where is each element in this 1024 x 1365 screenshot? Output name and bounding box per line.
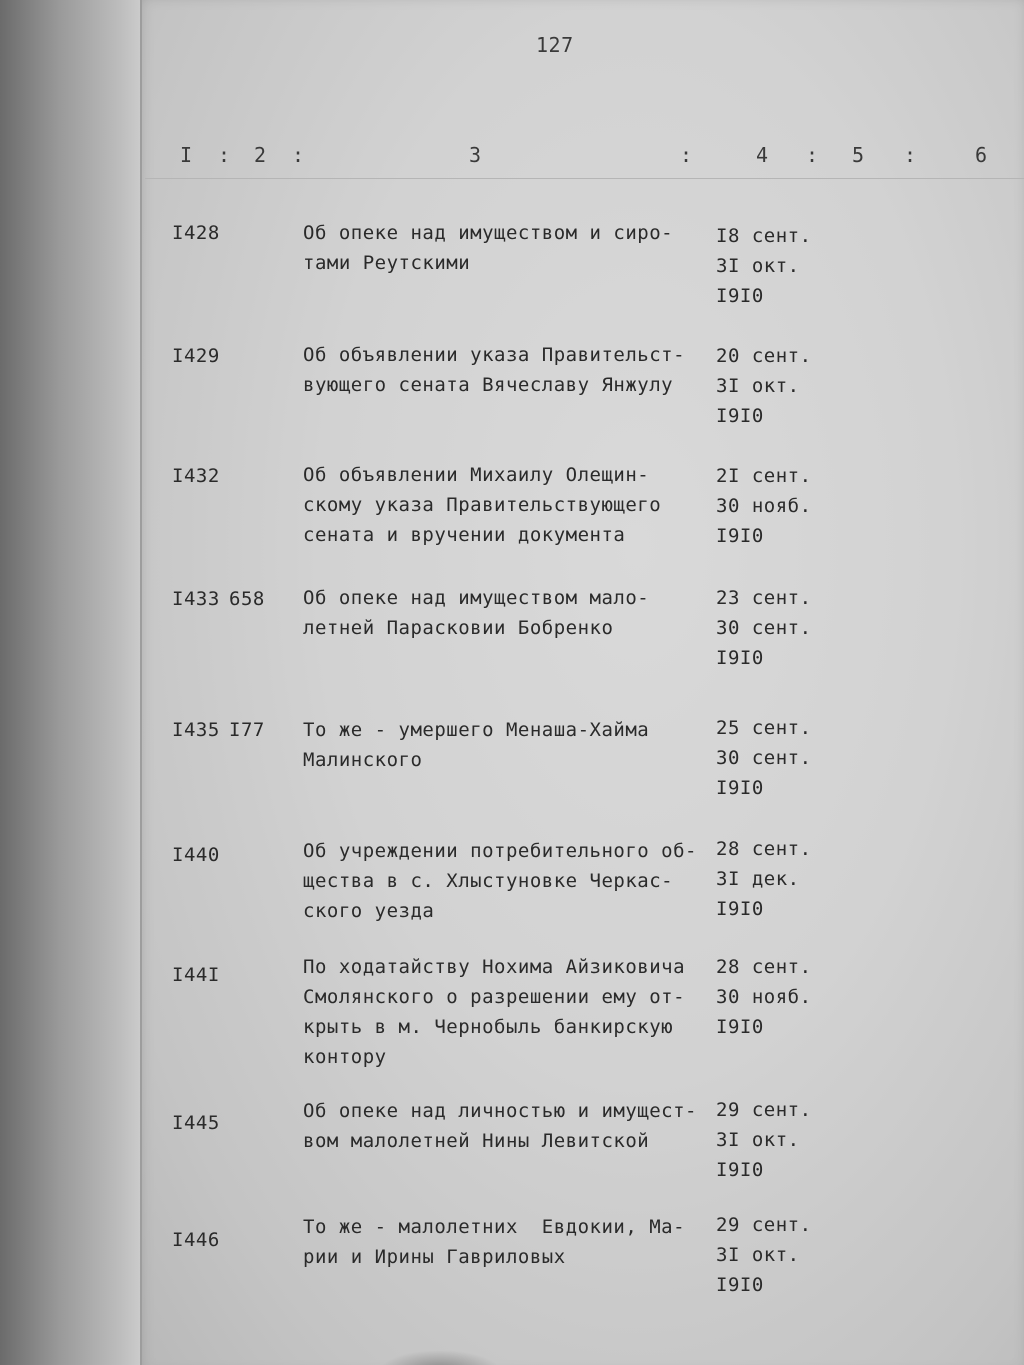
entry-date-end: 3I окт. xyxy=(716,255,800,277)
entry-date-start: 29 сент. xyxy=(716,1099,812,1121)
entry-description-line: скому указа Правительствующего xyxy=(303,494,662,516)
entry-year: I9I0 xyxy=(716,525,764,547)
entry-date-start: I8 сент. xyxy=(716,225,812,247)
entry-description-line: Смолянского о разрешении ему от- xyxy=(303,986,686,1008)
entry-description-line: сената и вручении документа xyxy=(303,524,626,546)
entry-description-line: вом малолетней Нины Левитской xyxy=(303,1130,650,1152)
entry-date-end: 3I окт. xyxy=(716,1129,800,1151)
entry-number: I445 xyxy=(172,1112,220,1134)
entry-date-end: 30 нояб. xyxy=(716,495,812,517)
entry-number: I432 xyxy=(172,465,220,487)
entry-number: I429 xyxy=(172,345,220,367)
entry-year: I9I0 xyxy=(716,777,764,799)
entry-date-end: 3I окт. xyxy=(716,1244,800,1266)
column-separator: : xyxy=(806,143,819,167)
entry-date-start: 29 сент. xyxy=(716,1214,812,1236)
column-separator: : xyxy=(218,143,231,167)
entry-description-line: Об опеке над имуществом мало- xyxy=(303,587,650,609)
entry-year: I9I0 xyxy=(716,647,764,669)
entry-date-start: 20 сент. xyxy=(716,345,812,367)
column-header-2: 2 xyxy=(254,143,267,167)
column-header-5: 5 xyxy=(852,143,865,167)
entry-date-end: 3I дек. xyxy=(716,868,800,890)
entry-number: I446 xyxy=(172,1229,220,1251)
entry-year: I9I0 xyxy=(716,898,764,920)
entry-number: I428 xyxy=(172,222,220,244)
entry-date-end: 30 нояб. xyxy=(716,986,812,1008)
page-sheet xyxy=(140,0,1024,1365)
entry-second-number: 658 xyxy=(229,588,265,610)
entry-number: I435 xyxy=(172,719,220,741)
entry-description-line: То же - малолетних Евдокии, Ма- xyxy=(303,1216,686,1238)
entry-date-start: 25 сент. xyxy=(716,717,812,739)
entry-date-start: 23 сент. xyxy=(716,587,812,609)
column-header-3: 3 xyxy=(469,143,482,167)
entry-second-number: I77 xyxy=(229,719,265,741)
entry-year: I9I0 xyxy=(716,1274,764,1296)
entry-date-start: 28 сент. xyxy=(716,838,812,860)
entry-description-line: ского уезда xyxy=(303,900,435,922)
entry-description-line: Об учреждении потребительного об- xyxy=(303,840,697,862)
page-number: 127 xyxy=(536,33,574,57)
entry-year: I9I0 xyxy=(716,285,764,307)
entry-description-line: Об объявлении указа Правительст- xyxy=(303,344,686,366)
column-separator: : xyxy=(680,143,693,167)
entry-year: I9I0 xyxy=(716,405,764,427)
entry-number: I44I xyxy=(172,964,220,986)
entry-description-line: Об опеке над имуществом и сиро- xyxy=(303,222,674,244)
binding-edge xyxy=(0,0,150,1365)
entry-description-line: крыть в м. Чернобыль банкирскую xyxy=(303,1016,674,1038)
entry-description-line: летней Парасковии Бобренко xyxy=(303,617,614,639)
entry-number: I433 xyxy=(172,588,220,610)
column-header-1: I xyxy=(180,143,193,167)
header-rule xyxy=(145,178,1024,179)
entry-description-line: вующего сената Вячеславу Янжулу xyxy=(303,374,674,396)
entry-year: I9I0 xyxy=(716,1159,764,1181)
entry-date-end: 30 сент. xyxy=(716,747,812,769)
entry-date-start: 2I сент. xyxy=(716,465,812,487)
column-header-6: 6 xyxy=(975,143,988,167)
column-header-4: 4 xyxy=(756,143,769,167)
entry-description-line: По ходатайству Нохима Айзиковича xyxy=(303,956,686,978)
entry-description-line: Об объявлении Михаилу Олещин- xyxy=(303,464,650,486)
entry-description-line: тами Реутскими xyxy=(303,252,471,274)
column-separator: : xyxy=(904,143,917,167)
entry-date-end: 3I окт. xyxy=(716,375,800,397)
column-separator: : xyxy=(292,143,305,167)
entry-description-line: Об опеке над личностью и имущест- xyxy=(303,1100,697,1122)
entry-description-line: рии и Ирины Гавриловых xyxy=(303,1246,566,1268)
entry-description-line: Малинского xyxy=(303,749,423,771)
entry-description-line: То же - умершего Менаша-Хайма xyxy=(303,719,650,741)
entry-number: I440 xyxy=(172,844,220,866)
entry-description-line: щества в с. Хлыстуновке Черкас- xyxy=(303,870,674,892)
entry-date-end: 30 сент. xyxy=(716,617,812,639)
entry-year: I9I0 xyxy=(716,1016,764,1038)
entry-date-start: 28 сент. xyxy=(716,956,812,978)
entry-description-line: контору xyxy=(303,1046,387,1068)
